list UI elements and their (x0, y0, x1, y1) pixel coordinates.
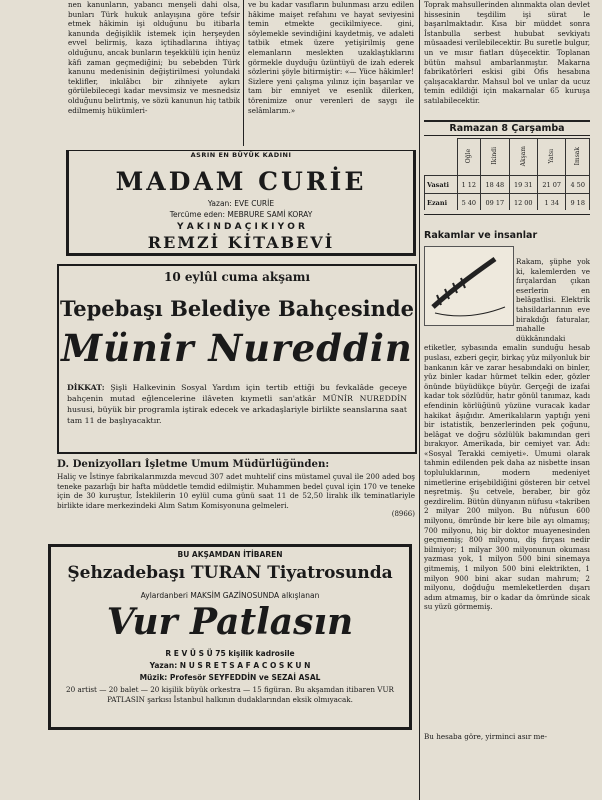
revue-cast: 20 artist — 20 balet — 20 kişilik büyük orkestra — 15 figüran. Bu akşamdan itibaren VUR PATLASIN şarkısı İstanbul halkının dudaklarından eksik olmıyacak. (66, 685, 394, 704)
turan-theatre-ad (48, 544, 412, 730)
coming-soon: Y A K I N D A Ç I K I Y O R (177, 222, 305, 232)
publisher: REMZİ KİTABEVİ (147, 233, 335, 252)
header-yatsi: Yatsı (548, 148, 556, 164)
article-title: Rakamlar ve insanlar (424, 230, 538, 241)
notice-code: (8966) (391, 510, 415, 519)
article-middle-column: ve bu kadar vasıfların bulunması arzu edilen hâkime maişet refahını ve hayat seviyesini temin etmekte gecikilmiyece. gini, söylemekle sevindiğini kaydetmiş, ve adaleti tatbik etmek üzere yetişirilmiş gene elemanların meslekten uzaklaştıklarını görmekle duyduğu üzüntüyü de izah ederek sözlerini şöyle bitirmiştir: «— Yüce hâkimler! Sizlere yeni çalışma yılınız için başarılar ve tam bir emniyet ve esenlik dilerken, törenimize onur verenleri de saygı ile selâmlarım.» (248, 0, 414, 115)
revue-cast-size: R E V Ü S Ü 75 kişilik kadrosile (165, 649, 295, 658)
notice-title: D. Denizyolları İşletme Umum Müdürlüğünden: (57, 458, 330, 470)
article-text: Rakam, şüphe yok ki, kalemlerden ve fırçalardan çıkan eserlerin en belâgatlisi. Elektrik tahsildarlarının eve birakdığı faturalar, mahalle dükkânındaki etiketler, sybasında emalin sunduğu hesab puslası, ezberi geçir, birkaç yüz milyonluk bir bankanın kâr ve zarar hesabındaki on binler, yüz binler kadar hürmet telkin eder, gözler önünde büyüdükçe büyür. Gerçeği de izafai kadar tok sözlüdür, hatır gönül tanımaz, kadı efendinin körlüğünü yüzüne vuracak kadar hakikat âşığıdır. Amerikalıların yaptığı yeni bir istatistik, benzerlerinden pek çoğunu, belâgat ve doğru sözlülük bakımından geri bırakıyor. Amerikada, bir cemiyet var. Adı: «Sosyal Terakki cemiyeti». Umumi olarak tahmin edilenden pek daha az nisbette insan topluluklarının, modern medeniyet nimetlerine erişebildiğini gösteren bir cetvel neşretmiş. Şu cetvele, beraber, bir göz gezdirelim. Bütün dünyanın nüfusu «takriben 2 milyar 200 milyon. Bu nüfusun 600 milyonu, ömründe bir kere bile ayı olmamış; 700 milyonu, hiç bir doktor muayenesinden geçmemiş; 800 milyonu, diş fırçası nedir bilmiyor; 1 milyar 300 milyonunun okuması yazması yok, 1 milyon 500 bini sinemaya gitmemiş, 1 milyon 500 bini elektrikten, 1 milyon 900 bini akar sudan mahrum; 2 milyonu, doğduğu memleketlerden dışarı adım atmamış, bir o kadar da ömründe sicak su yüzü görmemiş. (424, 257, 590, 612)
note-text: Şişli Halkevinin Sosyal Yardım için tertib ettiği bu fevkalâde geceye bahçenin mutad eğlencelerine ilâveten kıymetli san'atkâr MÜNİR NUREDDİN hususi, büyük bir programla iştirak edecek ve arkadaşlariyle birlikte seanslarına saat tam 11 de başlıyacaktır. (67, 383, 407, 425)
book-title: MADAM CURİE (115, 167, 367, 196)
toothbrush-icon (425, 247, 513, 325)
column-rule (243, 0, 244, 146)
rakamlar-article (424, 216, 590, 800)
article-footer: Bu hesaba göre, yirminci asır me- (424, 732, 548, 741)
revue-music: Müzik: Profesör SEYFEDDİN ve SEZAİ ASAL (139, 673, 321, 682)
ramazan-table-box (424, 120, 590, 210)
section-rule (424, 214, 590, 215)
revue-title: Vur Patlasın (106, 601, 354, 643)
ramazan-table (424, 138, 590, 210)
artist-name: Münir Nureddin (61, 326, 413, 370)
denizyollari-notice (57, 458, 415, 538)
table-row: Vasati 1 12 18 48 19 31 21 07 4 50 (425, 176, 590, 194)
ramazan-title: Ramazan 8 Çarşamba (424, 120, 590, 136)
event-venue: Tepebaşı Belediye Bahçesinde (60, 296, 414, 321)
madam-curie-ad (66, 150, 416, 256)
book-translator: Tercüme eden: MEBRURE SAMİ KORAY (169, 210, 313, 219)
article-left-column: nen kanunların, yabancı menşeli dahi olsa, bunları Türk hukuk anlayışına göre tefsir etmek hâkimin işi olduğunu bu itibarla kanunda değişiklik istemek için herşeyden evvel belirmiş, kaza içtihadlarına ihtiyaç olduğunu, ancak bunların teşekkülü için henüz kâfi zaman geçmediğini; bu sebebden Türk kanunu medenisinin değiştirilmesi yolundaki teklifler, inkılâbcı bir zihniyete aykırı görülebilecegi kadar mevsimsiz ve mesnedsiz olduğunu belirtmiş, ve sözü kanunun hiç tatbik edilmemiş hükümleri- (68, 0, 240, 115)
theatre-subtitle: Aylardanberi MAKSİM GAZİNOSUNDA alkışlanan (140, 591, 320, 600)
note-label: DİKKAT: (67, 383, 105, 392)
munir-nureddin-ad (57, 264, 417, 454)
header-ogle: Öğle (465, 148, 473, 164)
ad-header: BU AKŞAMDAN İTİBAREN (177, 550, 283, 559)
header-imsak: İmsak (574, 146, 582, 166)
ad-header: ASRIN EN BÜYÜK KADINI (69, 151, 413, 159)
theatre-name: Şehzadebaşı TURAN Tiyatrosunda (67, 563, 393, 583)
header-aksam: Akşam (519, 145, 527, 167)
event-date: 10 eylûl cuma akşamı (163, 270, 311, 284)
toothbrush-illustration (424, 246, 514, 326)
table-row: Ezani 5 40 09 17 12 00 1 34 9 18 (425, 194, 590, 211)
event-note (67, 382, 407, 426)
article-right-column: Toprak mahsullerinden alınmakta olan devlet hissesinin teşdilim işi sürat le başarılmaktadır. Kısa bir müddet sonra İstanbulla serbest hububat sevkiyatı müsaadesi verilebilecektir. Bu suretle bulgur, un ve mısır fiatları düşecektir. Toplanan bütün mahsul ambarlanmıştır. Makarna fabrikatörleri eskisi gibi Ofis hesabına çalışacaklardır. Mahsul bol ve unlar da ucuz temin edildiği için makarnalar 65 kuruşa satılabilecektir. (424, 0, 590, 105)
column-rule (419, 0, 420, 800)
header-ikindi: İkindi (491, 147, 499, 165)
book-author: Yazan: EVE CURİE (207, 199, 275, 208)
revue-author: Yazan: N U S R E T S A F A C O S K U N (149, 661, 311, 670)
notice-body: Haliç ve İstinye fabrikalarımızda mevcud 307 adet muhtelif cins müstamel çuval ile 200 aded boş teneke pazarlığı bir hafta müddetle temdid edilmiştir. Muhammen bedel çuval için 170 ve teneke için de 30 kuruştur, İsteklilerin 10 eylül cuma günü saat 11 de 52,50 liralık ilk teminatlariyle birlikte idare merkezindeki Alım Satım Komisyonuna gelmeleri. (57, 472, 415, 510)
